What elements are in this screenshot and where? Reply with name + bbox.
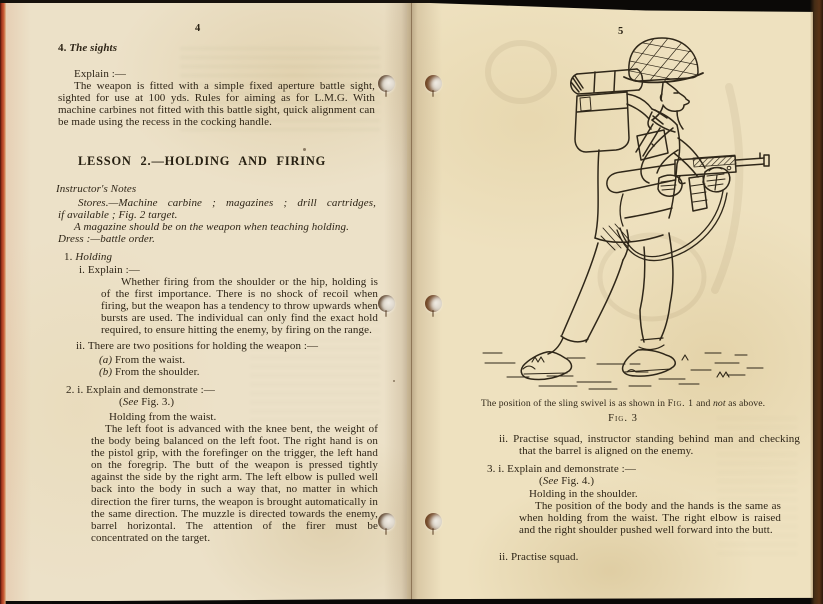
- caption-not: not: [712, 398, 726, 409]
- red-cover-edge-left: [0, 0, 6, 604]
- punch-hole-right-bottom: [425, 513, 442, 530]
- see-fig4-line: [539, 475, 594, 487]
- waist-paragraph: The left foot is advanced with the knee bent, the weight of the body being balanced on the left foot. The right hand is on the pistol grip, with the forefinger on the trigger, the left hand on the foregrip. The butt of the weapon is pressed tightly against the side by the right arm. The left elbow is pulled well back into the body in such a way that, no matter in which direction the firer turns, the weapon is brought automatically in the same direction. The muzzle is directed towards the enemy, barrel horizontal. The attention of the firer must be concentrated on the target.: [91, 423, 378, 544]
- punch-hole-left-bottom: [378, 513, 395, 530]
- see-fig3-line: [119, 396, 174, 408]
- punch-hole-left-top: [378, 75, 395, 92]
- shoulder-title: Holding in the shoulder.: [529, 488, 638, 500]
- option-a: [99, 354, 185, 366]
- page-left: [5, 2, 407, 601]
- section-4-heading: [58, 42, 117, 54]
- shoulder-paragraph: The position of the body and the hands is the same as when holding from the waist. The right elbow is raised and the right shoulder pushed well forward into the butt.: [519, 500, 781, 537]
- page-number: 5: [618, 26, 624, 37]
- see-fig3-open: (: [119, 396, 123, 408]
- page-block-edge-right: [810, 0, 823, 604]
- see-fig4-see: See: [542, 475, 559, 487]
- holding-number: 1.: [64, 251, 73, 263]
- paper-speck: [303, 148, 306, 151]
- option-b: [99, 366, 200, 378]
- caption-mid: and: [693, 398, 713, 409]
- punch-hole-right-top: [425, 75, 442, 92]
- caption-fig-ref: Fig. 1: [667, 398, 694, 409]
- caption-pre: The position of the sling swivel is as shown in: [480, 398, 668, 409]
- sights-paragraph: The weapon is fitted with a simple fixed aperture battle sight, sighted for use at 100 yds. Rules for aiming as for L.M.G. With machine carbines not fitted with this battle sight, quick alignment can be made using the recess in the cocking handle.: [58, 80, 375, 129]
- machine-carbine: [607, 153, 769, 211]
- punch-hole-left-middle: [378, 295, 395, 312]
- holding-title: Holding: [75, 251, 113, 263]
- figure-label: Fig. 3: [608, 413, 638, 424]
- practise-ii-line: ii. Practise squad, instructor standing behind man and checking that the barrel is aligned on the enemy.: [499, 433, 800, 458]
- section-4-title: The sights: [69, 42, 118, 54]
- soldier-figure-illustration: [477, 32, 802, 394]
- holding-ii-line: ii. There are two positions for holding the weapon :—: [76, 340, 319, 352]
- option-a-text: From the waist.: [115, 354, 186, 366]
- option-b-label: (b): [99, 366, 113, 378]
- section-4-number: 4.: [58, 42, 67, 54]
- soldier-helmet: [624, 32, 703, 84]
- holding-i-line: i. Explain :—: [79, 264, 140, 276]
- demo-2-line: 2. i. Explain and demonstrate :—: [66, 384, 215, 396]
- soldier-head: [648, 81, 689, 132]
- holding-paragraph: Whether firing from the shoulder or the hip, holding is of the first importance. There is no shock of recoil when firing, but the weapon has a tendency to throw upwards when bursts are used. The individual can only find the exact hold required, to ensure hitting the enemy, by firing on the range.: [101, 276, 378, 337]
- option-a-label: (a): [99, 354, 113, 366]
- holding-heading: [64, 251, 112, 263]
- stores-note-line1: Stores.—Machine carbine ; magazines ; drill cartridges,: [78, 197, 376, 209]
- paper-speck: [393, 380, 395, 382]
- see-fig3-see: See: [122, 396, 139, 408]
- instructors-notes-label: Instructor's Notes: [56, 183, 137, 195]
- magazine-note: A magazine should be on the weapon when teaching holding.: [74, 221, 349, 233]
- option-b-text: From the shoulder.: [115, 366, 200, 378]
- see-fig4-open: (: [539, 475, 543, 487]
- punch-hole-right-middle: [425, 295, 442, 312]
- stores-note: [58, 197, 376, 221]
- figure-caption: [457, 398, 789, 409]
- dress-note: Dress :—battle order.: [58, 233, 155, 245]
- lesson-2-heading: LESSON 2.—HOLDING AND FIRING: [77, 154, 327, 168]
- soldier-legs: [521, 230, 675, 380]
- caption-post: as above.: [725, 398, 766, 409]
- page-number: 4: [195, 23, 201, 34]
- demo-3-line: 3. i. Explain and demonstrate :—: [487, 463, 636, 475]
- page-right: [407, 2, 813, 601]
- stores-note-line2: if available ; Fig. 2 target.: [58, 209, 178, 222]
- see-fig4-rest: Fig. 4.): [558, 475, 595, 487]
- practise-ii2-line: ii. Practise squad.: [499, 551, 579, 563]
- explain-label: Explain :—: [74, 68, 127, 80]
- spine-crease: [411, 0, 412, 604]
- waist-title: Holding from the waist.: [109, 411, 217, 423]
- see-fig3-rest: Fig. 3.): [138, 396, 175, 408]
